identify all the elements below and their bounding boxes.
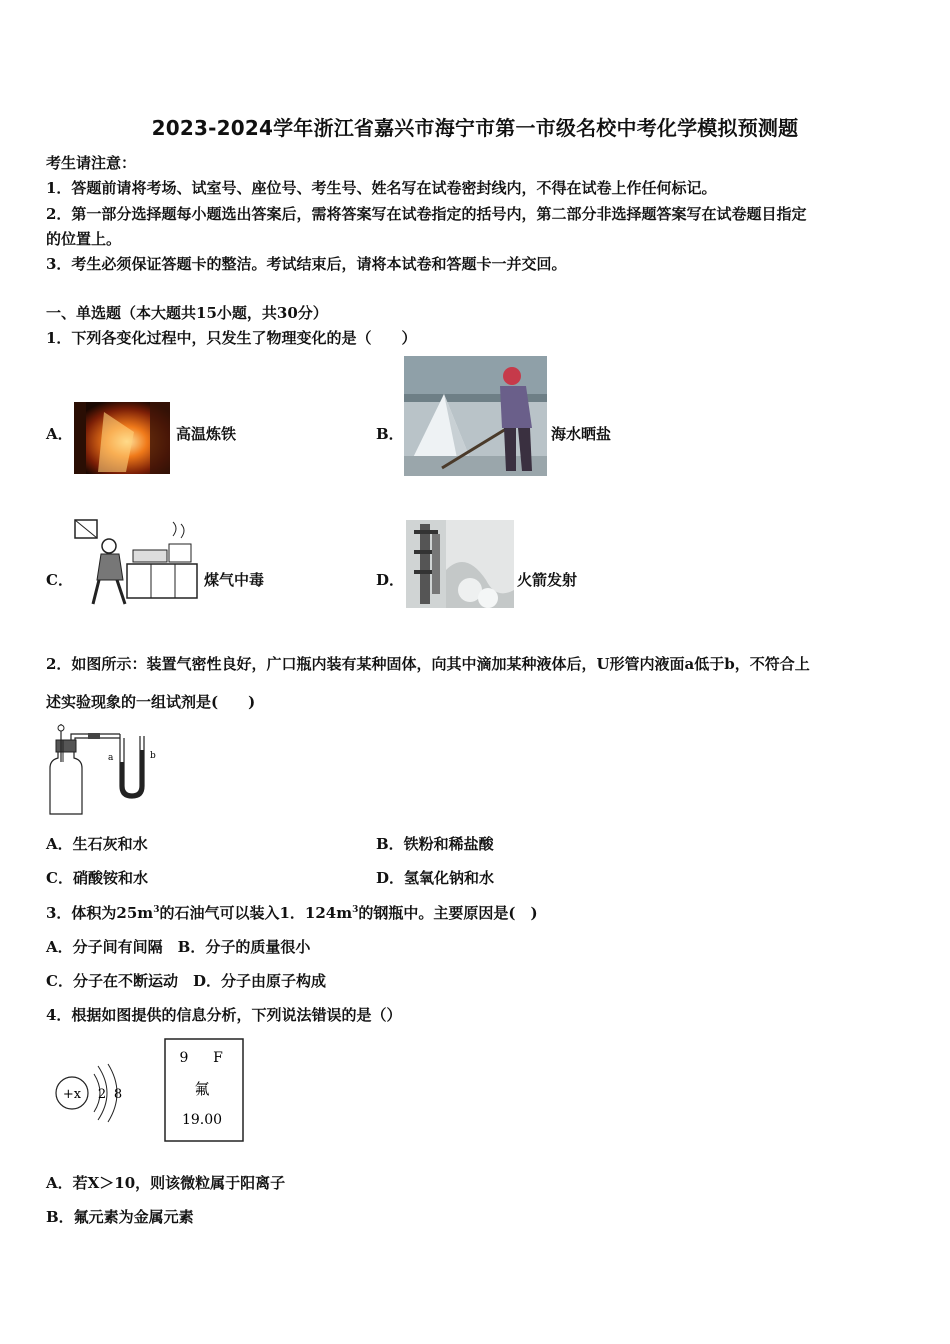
notice-item-2-cont: 的位置上。: [46, 230, 122, 248]
q1-option-b-caption: 海水晒盐: [551, 425, 612, 443]
notice-heading: 考生请注意：: [46, 154, 137, 172]
atomic-number: 9: [179, 1050, 189, 1066]
q1-option-d-caption: 火箭发射: [517, 571, 578, 589]
notice-item-1: 1．答题前请将考场、试室号、座位号、考生号、姓名写在试卷密封线内，不得在试卷上作任何标记。: [46, 179, 717, 197]
page-title: 2023-2024学年浙江省嘉兴市海宁市第一市级名校中考化学模拟预测题: [151, 116, 799, 140]
q2-option-c: C．硝酸铵和水: [46, 869, 148, 887]
q1-option-c-caption: 煤气中毒: [204, 571, 265, 589]
q1-option-a-caption: 高温炼铁: [176, 425, 237, 443]
q2-option-b: B．铁粉和稀盐酸: [376, 835, 494, 853]
element-card-fluorine: [164, 1038, 244, 1142]
atomic-mass: 19.00: [181, 1112, 223, 1128]
q3-options-line2: C．分子在不断运动 D．分子由原子构成: [46, 972, 326, 990]
atom-structure-diagram: [50, 1052, 134, 1136]
q1-stem: 1．下列各变化过程中，只发生了物理变化的是（ ）: [46, 329, 417, 347]
q2-option-d: D．氢氧化钠和水: [376, 869, 495, 887]
q1-option-c-letter: C．: [46, 571, 73, 589]
rocket-launch-image: [406, 520, 514, 608]
notice-item-3: 3．考生必须保证答题卡的整洁。考试结束后，请将本试卷和答题卡一并交回。: [46, 255, 567, 273]
notice-item-2: 2．第一部分选择题每小题选出答案后，需将答案写在试卷指定的括号内，第二部分非选择题答案写在试卷题目指定: [46, 205, 807, 223]
q1-option-a-letter: A．: [46, 425, 73, 443]
q1-option-d-letter: D．: [376, 571, 405, 589]
shell2-electrons: 8: [113, 1087, 123, 1102]
q2-stem-line1: 2．如图所示：装置气密性良好，广口瓶内装有某种固体，向其中滴加某种液体后，U形管内液面a低于b，不符合上: [46, 655, 810, 673]
element-name: 氟: [194, 1080, 210, 1098]
q2-stem-line2: 述实验现象的一组试剂是( ): [46, 693, 256, 711]
q2-option-a: A．生石灰和水: [46, 835, 148, 853]
q4-option-b: B．氟元素为金属元素: [46, 1208, 194, 1226]
element-symbol: F: [213, 1050, 223, 1066]
steelmaking-image: [74, 402, 170, 474]
q3-options-line1: A．分子间有间隔 B．分子的质量很小: [46, 938, 311, 956]
q4-stem: 4．根据如图提供的信息分析，下列说法错误的是（）: [46, 1006, 402, 1024]
shell1-electrons: 2: [97, 1087, 107, 1102]
q4-option-a: A．若X＞10，则该微粒属于阳离子: [46, 1174, 286, 1192]
salt-drying-image: [404, 356, 547, 476]
u-tube-apparatus-diagram: [44, 722, 174, 818]
q3-stem: 3．体积为$25m^3$的石油气可以装入1．$124m^3$的钢瓶中。主要原因是( ): [46, 904, 538, 922]
gas-poisoning-image: [73, 518, 201, 608]
nucleus-label: +x: [62, 1087, 82, 1102]
label-b: b: [150, 751, 156, 761]
label-a: a: [108, 753, 114, 763]
q1-option-b-letter: B．: [376, 425, 404, 443]
section-heading: 一、单选题（本大题共15小题，共30分）: [46, 304, 328, 322]
